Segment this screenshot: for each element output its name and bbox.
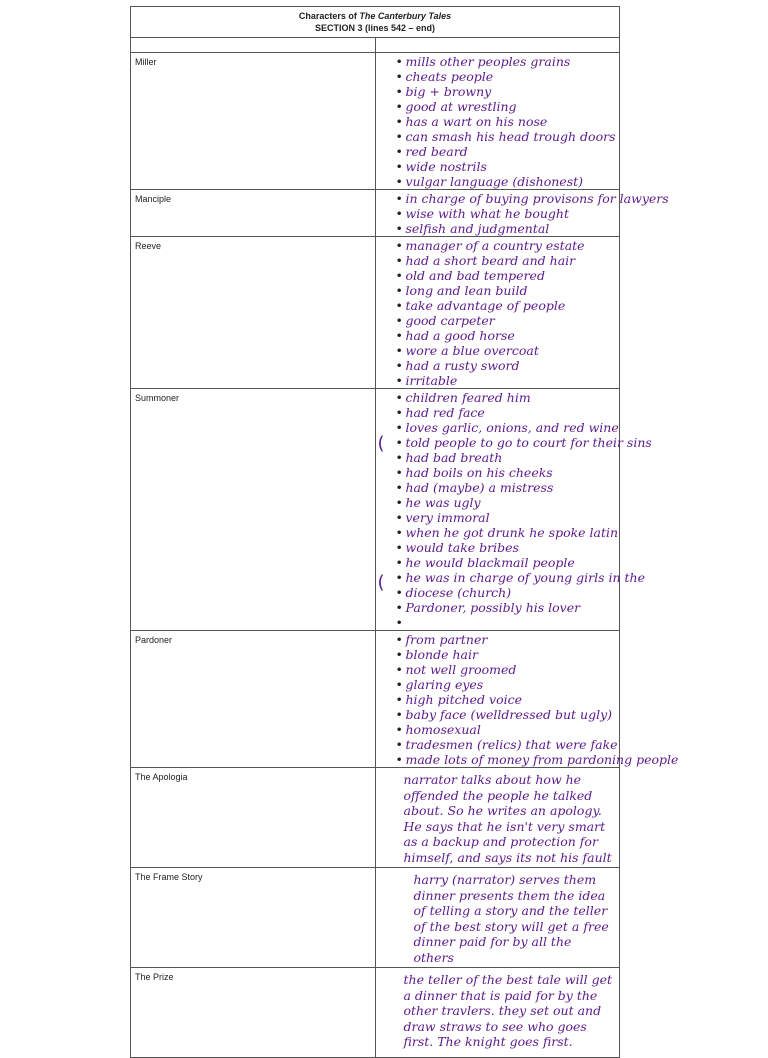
row-notes-reeve [375, 237, 620, 389]
note-item: • cheats people [406, 69, 616, 84]
table-row [131, 389, 620, 631]
note-item: • had a good horse [406, 328, 616, 343]
note-item: • had (maybe) a mistress [406, 480, 616, 495]
table-row [131, 53, 620, 190]
note-item: • good at wrestling [406, 99, 616, 114]
note-item: • old and bad tempered [406, 268, 616, 283]
note-item: • take advantage of people [406, 298, 616, 313]
notes-list [394, 390, 652, 615]
note-item: • irritable [406, 373, 616, 388]
note-item: • had a rusty sword [406, 358, 616, 373]
note-item: • wide nostrils [406, 159, 616, 174]
notes-list [394, 238, 616, 388]
note-item: • diocese (church) [406, 585, 616, 600]
notes-list [394, 54, 616, 189]
blank-row [131, 38, 620, 53]
note-item: • very immoral [406, 510, 616, 525]
note-item: • told people to go to court for their sins [406, 435, 616, 450]
note-item: • he would blackmail people [406, 555, 616, 570]
title-prefix: Characters of [298, 11, 360, 21]
note-item: • children feared him [406, 390, 616, 405]
notes-list [394, 632, 679, 767]
note-item: • high pitched voice [406, 692, 616, 707]
note-item: • Pardoner, possibly his lover [406, 600, 616, 615]
row-notes-manciple [375, 190, 669, 237]
row-name-summoner: Summoner [131, 389, 376, 631]
worksheet [130, 6, 679, 1049]
note-item: • can smash his head trough doors [406, 129, 616, 144]
row-name-apologia: The Apologia [131, 768, 376, 868]
note-item: • vulgar language (dishonest) [406, 174, 616, 189]
curved-arrow-icon: ( [377, 572, 385, 593]
note-item: • he was in charge of young girls in the [406, 570, 616, 585]
note-item: • from partner [406, 632, 616, 647]
note-item: • red beard [406, 144, 616, 159]
note-item: • blonde hair [406, 647, 616, 662]
note-item: • in charge of buying provisons for lawyers [406, 191, 616, 206]
blank-notes-cell [375, 38, 620, 53]
table-row [131, 868, 620, 968]
note-item: • has a wart on his nose [406, 114, 616, 129]
row-name-prize: The Prize [131, 968, 376, 1058]
table-row [131, 768, 620, 868]
note-item: • had bad breath [406, 450, 616, 465]
note-item: • manager of a country estate [406, 238, 616, 253]
note-item: • had red face [406, 405, 616, 420]
handwritten-paragraph: harry (narrator) serves them dinner presents them the idea of telling a story and the teller of the best story will get a free dinner paid for by all the others [413, 872, 609, 965]
note-item: • not well groomed [406, 662, 616, 677]
header-cell [131, 7, 620, 38]
character-table [130, 6, 679, 1058]
row-name-miller: Miller [131, 53, 376, 190]
note-item: • had a short beard and hair [406, 253, 616, 268]
note-item: • wore a blue overcoat [406, 343, 616, 358]
note-item: • wise with what he bought [406, 206, 616, 221]
worksheet-title [131, 10, 619, 22]
note-item: • long and lean build [406, 283, 616, 298]
table-row [131, 237, 620, 389]
table-row [131, 190, 620, 237]
row-name-reeve: Reeve [131, 237, 376, 389]
table-row [131, 631, 620, 768]
note-item: • good carpeter [406, 313, 616, 328]
notes-list [394, 191, 669, 236]
row-notes-frame-story [375, 868, 620, 968]
note-item: • loves garlic, onions, and red wine [406, 420, 616, 435]
note-item: • tradesmen (relics) that were fake [406, 737, 616, 752]
note-item: • big + browny [406, 84, 616, 99]
row-notes-miller [375, 53, 620, 190]
table-header [131, 7, 620, 38]
blank-name-cell [131, 38, 376, 53]
row-notes-summoner [375, 389, 652, 631]
title-book: The Canterbury Tales [359, 11, 452, 21]
note-item: • mills other peoples grains [406, 54, 616, 69]
note-item: • selfish and judgmental [406, 221, 616, 236]
note-item: • when he got drunk he spoke latin [406, 525, 616, 540]
handwritten-paragraph: narrator talks about how he offended the people he talked about. So he writes an apology. He says that he isn't very smart as a backup and protection for himself, and says its not his fault [403, 772, 612, 865]
handwritten-paragraph: the teller of the best tale will get a dinner that is paid for by the other travlers. they set out and draw straws to see who goes first. The knight goes first. [403, 972, 613, 1049]
worksheet-subtitle: SECTION 3 (lines 542 – end) [314, 23, 436, 33]
note-item: • made lots of money from pardoning people [406, 752, 616, 767]
table-row [131, 968, 620, 1058]
row-name-pardoner: Pardoner [131, 631, 376, 768]
row-name-manciple: Manciple [131, 190, 376, 237]
note-item: • glaring eyes [406, 677, 616, 692]
note-item: • would take bribes [406, 540, 616, 555]
note-item: • homosexual [406, 722, 616, 737]
note-item: • he was ugly [406, 495, 616, 510]
row-notes-prize [375, 968, 620, 1058]
curved-arrow-icon: ( [377, 433, 385, 454]
note-item: • baby face (welldressed but ugly) [406, 707, 616, 722]
note-item: • had boils on his cheeks [406, 465, 616, 480]
row-notes-pardoner [375, 631, 679, 768]
row-notes-apologia [375, 768, 620, 868]
row-name-frame-story: The Frame Story [131, 868, 376, 968]
